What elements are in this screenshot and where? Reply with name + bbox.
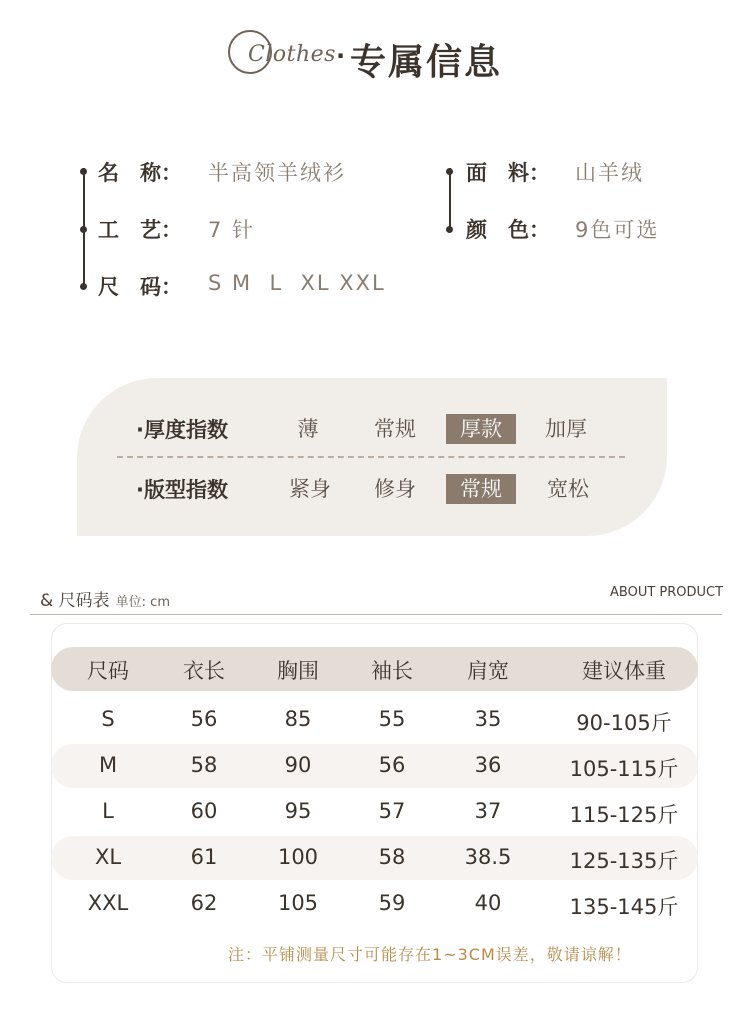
info-fabric-label: 面 料： bbox=[466, 161, 550, 185]
table-cell: 61 bbox=[190, 845, 218, 869]
logo-text: Clothes bbox=[248, 42, 336, 67]
info-dot bbox=[446, 226, 453, 233]
fit-index-label: ·版型指数 bbox=[136, 478, 228, 502]
table-cell: 62 bbox=[190, 891, 218, 915]
table-cell: 105 bbox=[277, 891, 319, 915]
table-cell: 40 bbox=[474, 891, 502, 915]
table-cell: 60 bbox=[190, 799, 218, 823]
table-header-cell: 尺码 bbox=[87, 659, 129, 683]
fit-option-tight: 紧身 bbox=[289, 477, 331, 501]
table-cell: L bbox=[102, 799, 114, 823]
table-cell: 35 bbox=[474, 707, 502, 731]
table-cell: 115-125斤 bbox=[569, 803, 679, 827]
size-table-title: & 尺码表 单位: cm bbox=[40, 591, 170, 611]
table-cell: 95 bbox=[284, 799, 312, 823]
table-cell: 135-145斤 bbox=[569, 895, 679, 919]
table-header-cell: 衣长 bbox=[183, 659, 225, 683]
thickness-option-extra-thick: 加厚 bbox=[545, 417, 587, 441]
fit-option-slim: 修身 bbox=[374, 477, 416, 501]
table-cell: 38.5 bbox=[464, 845, 512, 869]
thickness-option-regular: 常规 bbox=[374, 417, 416, 441]
table-cell: 90 bbox=[284, 753, 312, 777]
measurement-note: 注：平铺测量尺寸可能存在1~3CM误差，敬请谅解！ bbox=[228, 945, 632, 964]
table-cell: 125-135斤 bbox=[569, 849, 679, 873]
info-color-value: 9色可选 bbox=[575, 218, 660, 242]
page-title: 专属信息 bbox=[350, 41, 503, 83]
info-size-value: S M L XL XXL bbox=[208, 271, 386, 295]
table-header-cell: 胸围 bbox=[277, 659, 319, 683]
info-dot bbox=[80, 226, 87, 233]
table-cell: S bbox=[101, 707, 115, 731]
table-cell: XL bbox=[94, 845, 122, 869]
info-dot bbox=[80, 283, 87, 290]
thickness-option-thin: 薄 bbox=[297, 417, 319, 441]
info-dot bbox=[446, 168, 453, 175]
table-header-cell: 建议体重 bbox=[582, 659, 666, 683]
table-header-cell: 袖长 bbox=[371, 659, 413, 683]
info-right-timeline bbox=[449, 168, 451, 228]
table-cell: 59 bbox=[378, 891, 406, 915]
table-cell: 56 bbox=[378, 753, 406, 777]
info-name-value: 半高领羊绒衫 bbox=[208, 161, 346, 185]
table-cell: 55 bbox=[378, 707, 406, 731]
info-fabric-value: 山羊绒 bbox=[575, 161, 644, 185]
table-cell: 90-105斤 bbox=[576, 711, 672, 735]
info-name-label: 名 称： bbox=[98, 161, 182, 185]
table-cell: 58 bbox=[378, 845, 406, 869]
title-dot: · bbox=[336, 42, 346, 70]
info-color-label: 颜 色： bbox=[466, 218, 550, 242]
table-cell: 57 bbox=[378, 799, 406, 823]
info-craft-value: 7 针 bbox=[208, 218, 256, 242]
size-table-unit: 单位: cm bbox=[115, 595, 170, 610]
table-cell: M bbox=[98, 753, 118, 777]
info-size-label: 尺 码： bbox=[98, 275, 182, 299]
size-table-rule bbox=[30, 614, 722, 615]
index-divider bbox=[117, 456, 625, 458]
thickness-index-label: ·厚度指数 bbox=[136, 418, 228, 442]
fit-option-loose: 宽松 bbox=[547, 477, 589, 501]
table-cell: 37 bbox=[474, 799, 502, 823]
info-craft-label: 工 艺： bbox=[98, 218, 182, 242]
table-header-cell: 肩宽 bbox=[467, 659, 509, 683]
table-cell: 58 bbox=[190, 753, 218, 777]
table-cell: 100 bbox=[277, 845, 319, 869]
table-cell: 56 bbox=[190, 707, 218, 731]
thickness-option-thick-selected: 厚款 bbox=[446, 414, 516, 444]
table-cell: 85 bbox=[284, 707, 312, 731]
info-dot bbox=[80, 168, 87, 175]
table-cell: 36 bbox=[474, 753, 502, 777]
fit-option-regular-selected: 常规 bbox=[446, 474, 516, 504]
about-product-label: ABOUT PRODUCT bbox=[610, 585, 724, 600]
table-cell: XXL bbox=[87, 891, 129, 915]
table-cell: 105-115斤 bbox=[569, 757, 679, 781]
